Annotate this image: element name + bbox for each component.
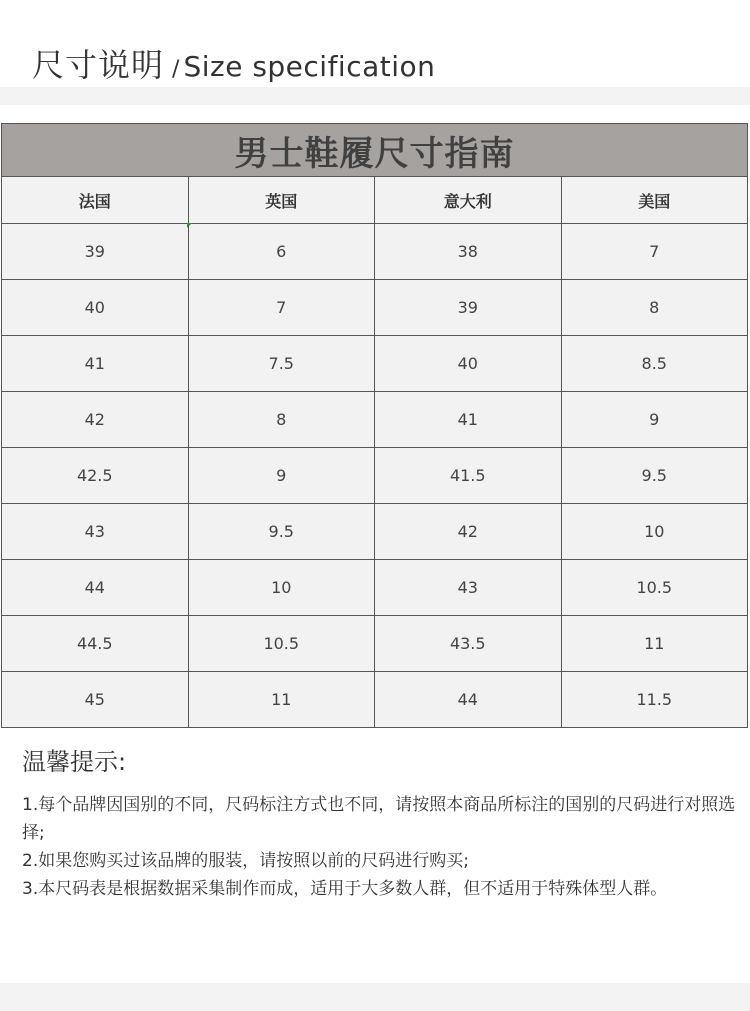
table-cell: 10.5: [561, 560, 748, 616]
table-cell: 11: [561, 616, 748, 672]
tip-item: 2.如果您购买过该品牌的服装，请按照以前的尺码进行购买;: [22, 851, 469, 871]
table-cell: 8.5: [561, 336, 748, 392]
table-cell: 7: [188, 280, 375, 336]
table-cell: 44: [375, 672, 562, 728]
table-cell: 38: [375, 224, 562, 280]
table-row: [2, 504, 748, 560]
table-row: [2, 672, 748, 728]
table-cell: 8: [561, 280, 748, 336]
table-cell: 9.5: [188, 504, 375, 560]
table-cell: 44.5: [2, 616, 189, 672]
top-divider-band: [0, 87, 750, 105]
table-row: [2, 616, 748, 672]
table-cell: 10: [188, 560, 375, 616]
table-caption: 男士鞋履尺寸指南: [2, 124, 748, 177]
table-caption-row: [2, 124, 748, 177]
table-cell: 41: [375, 392, 562, 448]
table-row: [2, 336, 748, 392]
table-cell: 45: [2, 672, 189, 728]
table-row: [2, 280, 748, 336]
table-cell: 39: [2, 224, 189, 280]
table-cell: 10: [561, 504, 748, 560]
page-header: [32, 40, 435, 84]
table-row: [2, 560, 748, 616]
table-cell: 44: [2, 560, 189, 616]
cell-corner-marker: [187, 223, 192, 228]
table-cell: 7: [561, 224, 748, 280]
table-cell: 41.5: [375, 448, 562, 504]
table-row: [2, 224, 748, 280]
page-title-cn: 尺寸说明: [32, 46, 165, 84]
table-cell: 39: [375, 280, 562, 336]
table-header-row: [2, 177, 748, 224]
table-cell: 9.5: [561, 448, 748, 504]
table-cell: 43: [2, 504, 189, 560]
page-title-en: Size specification: [183, 50, 436, 83]
table-cell: 9: [561, 392, 748, 448]
table-cell: 9: [188, 448, 375, 504]
bottom-divider-band: [0, 983, 750, 1011]
table-cell: 40: [375, 336, 562, 392]
tip-item: 1.每个品牌因国别的不同，尺码标注方式也不同，请按照本商品所标注的国别的尺码进行对照选择;: [22, 795, 736, 843]
table-cell: 42.5: [2, 448, 189, 504]
tips-section: [22, 742, 737, 903]
table-row: [2, 392, 748, 448]
size-guide-table: [1, 123, 748, 728]
table-cell: 10.5: [188, 616, 375, 672]
tip-item: 3.本尺码表是根据数据采集制作而成，适用于大多数人群，但不适用于特殊体型人群。: [22, 879, 668, 899]
table-cell: 40: [2, 280, 189, 336]
column-header-france: 法国: [2, 177, 189, 224]
table-cell: 7.5: [188, 336, 375, 392]
table-cell: 11.5: [561, 672, 748, 728]
table-cell: 11: [188, 672, 375, 728]
table-row: [2, 448, 748, 504]
column-header-us: 美国: [561, 177, 748, 224]
tips-title: 温馨提示:: [22, 748, 127, 776]
column-header-italy: 意大利: [375, 177, 562, 224]
table-cell: 43: [375, 560, 562, 616]
column-header-uk: 英国: [188, 177, 375, 224]
table-cell: 42: [375, 504, 562, 560]
title-separator: /: [172, 57, 180, 82]
table-cell: 43.5: [375, 616, 562, 672]
table-cell: 41: [2, 336, 189, 392]
table-cell: 8: [188, 392, 375, 448]
table-cell: 42: [2, 392, 189, 448]
table-cell: 6: [188, 224, 375, 280]
